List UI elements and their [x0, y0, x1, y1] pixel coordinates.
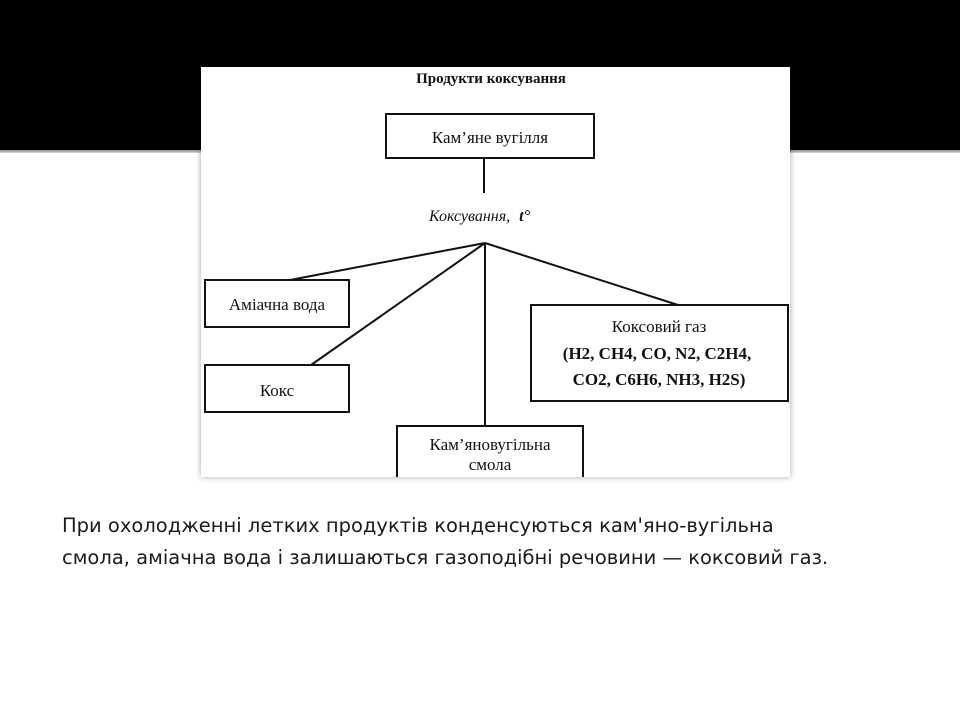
- diagram-canvas: [201, 67, 790, 477]
- branch-ammonia-water: [290, 243, 485, 280]
- process-label: [428, 208, 531, 225]
- coke-gas-title: Коксовий газ: [611, 317, 707, 336]
- coal-tar-label-line1: Кам’яновугільна: [429, 435, 551, 454]
- coking-products-diagram: [201, 67, 790, 477]
- source-box-label: Кам’яне вугілля: [431, 128, 549, 147]
- coke-label: Кокс: [259, 381, 295, 400]
- coke-gas-formula-line1: (H2, CH4, CO, N2, C2H4,: [562, 344, 752, 363]
- slide-caption: [62, 510, 922, 574]
- process-label-text: Коксування,: [429, 208, 511, 225]
- coke-gas-formula-line2: CO2, C6H6, NH3, H2S): [572, 370, 746, 389]
- diagram-title: Продукти коксування: [416, 71, 566, 87]
- coal-tar-label-line2: смола: [468, 455, 512, 474]
- branch-coke-gas: [485, 243, 678, 305]
- process-temp: t°: [519, 208, 530, 225]
- ammonia-water-label: Аміачна вода: [228, 295, 326, 314]
- caption-line-1: При охолодженні летких продуктів конденсуються кам'яно-вугільна: [62, 514, 774, 537]
- caption-line-2: смола, аміачна вода і залишаються газоподібні речовини — коксовий газ.: [62, 546, 829, 569]
